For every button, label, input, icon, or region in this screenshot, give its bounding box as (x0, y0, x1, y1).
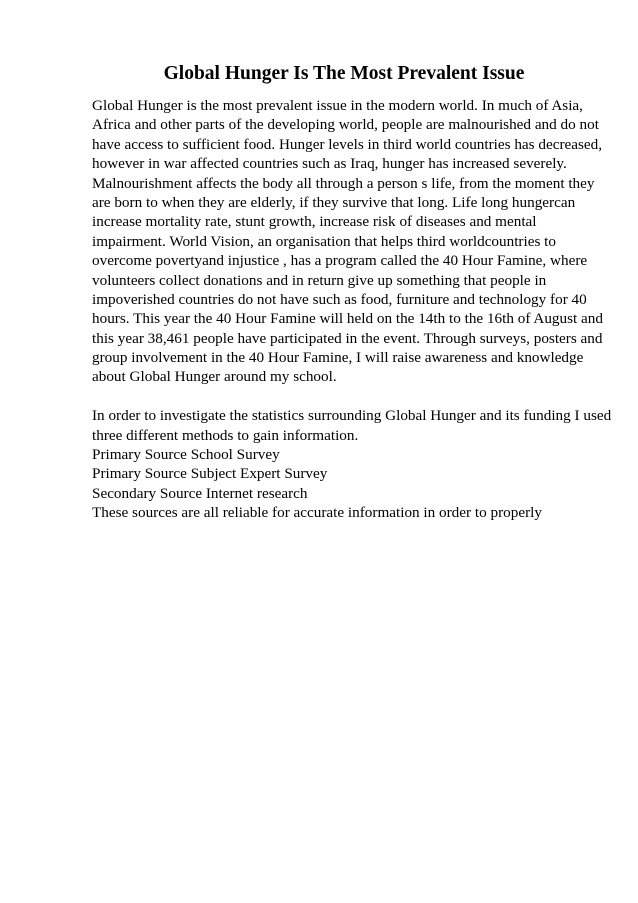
text-line: impairment. World Vision, an organisation that helps third worldcountries to (92, 232, 556, 250)
text-line: Malnourishment affects the body all through a person s life, from the moment they (92, 174, 595, 192)
paragraph-1 (92, 96, 632, 387)
text-line: however in war affected countries such as Iraq, hunger has increased severely. (92, 155, 567, 173)
document-title: Global Hunger Is The Most Prevalent Issue (163, 63, 525, 84)
text-line: Africa and other parts of the developing world, people are malnourished and do not (92, 116, 599, 134)
paragraph-gap (92, 387, 632, 406)
text-line: have access to sufficient food. Hunger levels in third world countries has decreased, (92, 135, 603, 153)
document-body (92, 96, 632, 523)
text-line: increase mortality rate, stunt growth, increase risk of diseases and mental (92, 213, 537, 231)
text-line: group involvement in the 40 Hour Famine, I will raise awareness and knowledge (92, 349, 584, 367)
text-line: impoverished countries do not have such as food, furniture and technology for 40 (92, 290, 587, 308)
text-line: Global Hunger is the most prevalent issue in the modern world. In much of Asia, (92, 97, 583, 114)
paragraph-2 (92, 406, 632, 522)
text-line: These sources are all reliable for accurate information in order to properly (92, 504, 542, 522)
text-line: about Global Hunger around my school. (92, 368, 337, 386)
text-line: volunteers collect donations and in return give up something that people in (92, 271, 547, 289)
source-list-item: Primary Source Subject Expert Survey (92, 465, 328, 483)
text-line: In order to investigate the statistics surrounding Global Hunger and its funding I used (92, 407, 612, 425)
source-list-item: Primary Source School Survey (92, 446, 280, 464)
text-line: hours. This year the 40 Hour Famine will held on the 14th to the 16th of August and (92, 310, 603, 328)
text-line: three different methods to gain information. (92, 426, 359, 444)
source-list-item: Secondary Source Internet research (92, 484, 308, 502)
text-line: overcome povertyand injustice , has a program called the 40 Hour Famine, where (92, 252, 588, 270)
text-line: are born to when they are elderly, if they survive that long. Life long hungercan (92, 193, 576, 211)
text-line: this year 38,461 people have participated in the event. Through surveys, posters and (92, 329, 603, 347)
